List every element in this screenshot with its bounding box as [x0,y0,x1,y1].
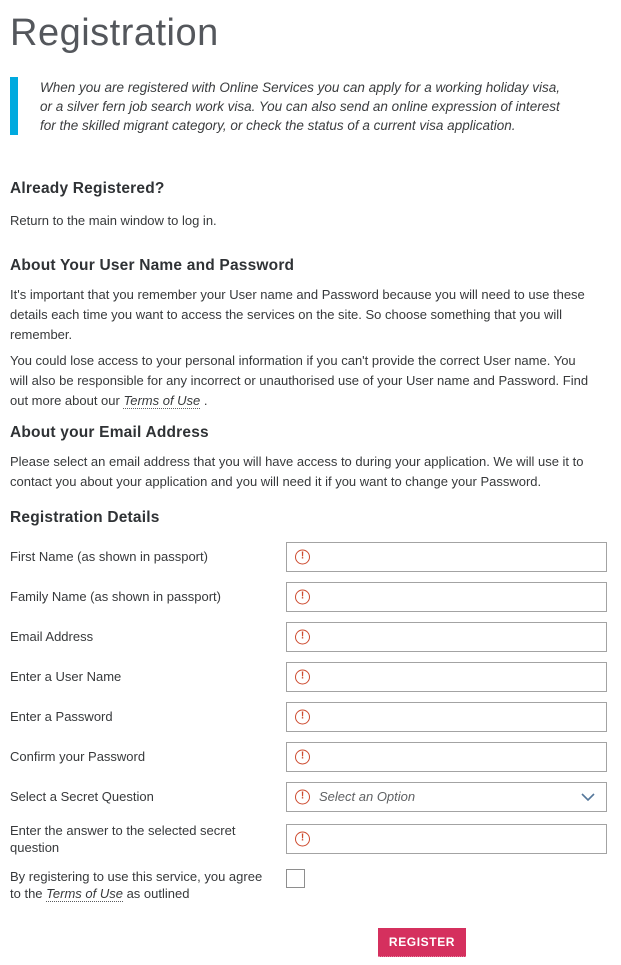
username-password-paragraph-1: It's important that you remember your User name and Password because you will need to use these details each time you want to access the services on the site. So choose something that you will remember. [10,286,585,342]
required-alert-icon: ! [295,789,310,804]
email-address-heading: About your Email Address [10,423,209,441]
username-field [286,662,607,692]
email-label: Email Address [10,629,94,645]
select-placeholder-text: Select an Option [319,789,416,805]
form-row-username [10,662,607,692]
intro-note [10,77,607,135]
secret-question-label: Select a Secret Question [10,789,154,805]
register-button[interactable]: REGISTER [378,928,466,957]
accent-bar [10,77,18,135]
secret-question-select[interactable] [286,782,607,812]
terms-of-use-link[interactable]: Terms of Use [46,885,123,901]
already-registered-heading: Already Registered? [10,179,165,197]
form-row-secret-question [10,782,607,812]
email-field [286,622,607,652]
form-row-family-name [10,582,607,612]
agree-terms-label [10,868,286,902]
first-name-field [286,542,607,572]
first-name-label: First Name (as shown in passport) [10,549,208,565]
username-password-paragraph-2 [10,351,595,411]
username-label: Enter a User Name [10,669,122,685]
return-to-login-text: Return to the main window to log in. [10,212,217,228]
password-label: Enter a Password [10,709,113,725]
form-row-email [10,622,607,652]
required-alert-icon: ! [295,589,310,604]
secret-answer-input[interactable] [286,824,607,854]
first-name-input[interactable] [286,542,607,572]
family-name-input[interactable] [286,582,607,612]
page-title: Registration [10,12,219,54]
required-alert-icon: ! [295,749,310,764]
required-alert-icon: ! [295,629,310,644]
family-name-field [286,582,607,612]
secret-question-field [286,782,607,812]
username-input[interactable] [286,662,607,692]
secret-answer-label: Enter the answer to the selected secret question [10,822,236,855]
form-row-agree-terms [10,868,607,902]
family-name-label: Family Name (as shown in passport) [10,589,221,605]
paragraph-text: . [200,392,208,408]
registration-details-heading: Registration Details [10,508,160,526]
form-row-secret-answer [10,822,607,856]
form-row-password [10,702,607,732]
form-row-first-name [10,542,607,572]
label-text: as outlined [122,885,190,901]
label-text: By registering to use this service, you agree to the [10,868,263,901]
confirm-password-label: Confirm your Password [10,749,146,765]
confirm-password-field [286,742,607,772]
confirm-password-input[interactable] [286,742,607,772]
required-alert-icon: ! [295,709,310,724]
email-input[interactable] [286,622,607,652]
email-address-paragraph: Please select an email address that you will have access to during your application. We will use it to contact you about your application and you will need it if you want to change your Password. [10,453,584,489]
intro-text: When you are registered with Online Services you can apply for a working holiday visa, or a silver fern job search work visa. You can also send an online expression of interest for the skilled migrant category, or check the status of a current visa application. [40,79,561,133]
required-alert-icon: ! [295,669,310,684]
registration-form [10,542,607,957]
password-field [286,702,607,732]
form-row-confirm-password [10,742,607,772]
username-password-heading: About Your User Name and Password [10,256,295,274]
required-alert-icon: ! [295,549,310,564]
password-input[interactable] [286,702,607,732]
required-alert-icon: ! [295,831,310,846]
paragraph-text: You could lose access to your personal information if you can't provide the correct User name. You will also be responsible for any incorrect or unauthorised use of your User name and Password. Find out more about our [10,352,589,408]
secret-answer-field [286,824,607,854]
terms-agree-checkbox[interactable] [286,869,305,888]
terms-of-use-link[interactable]: Terms of Use [123,392,201,408]
